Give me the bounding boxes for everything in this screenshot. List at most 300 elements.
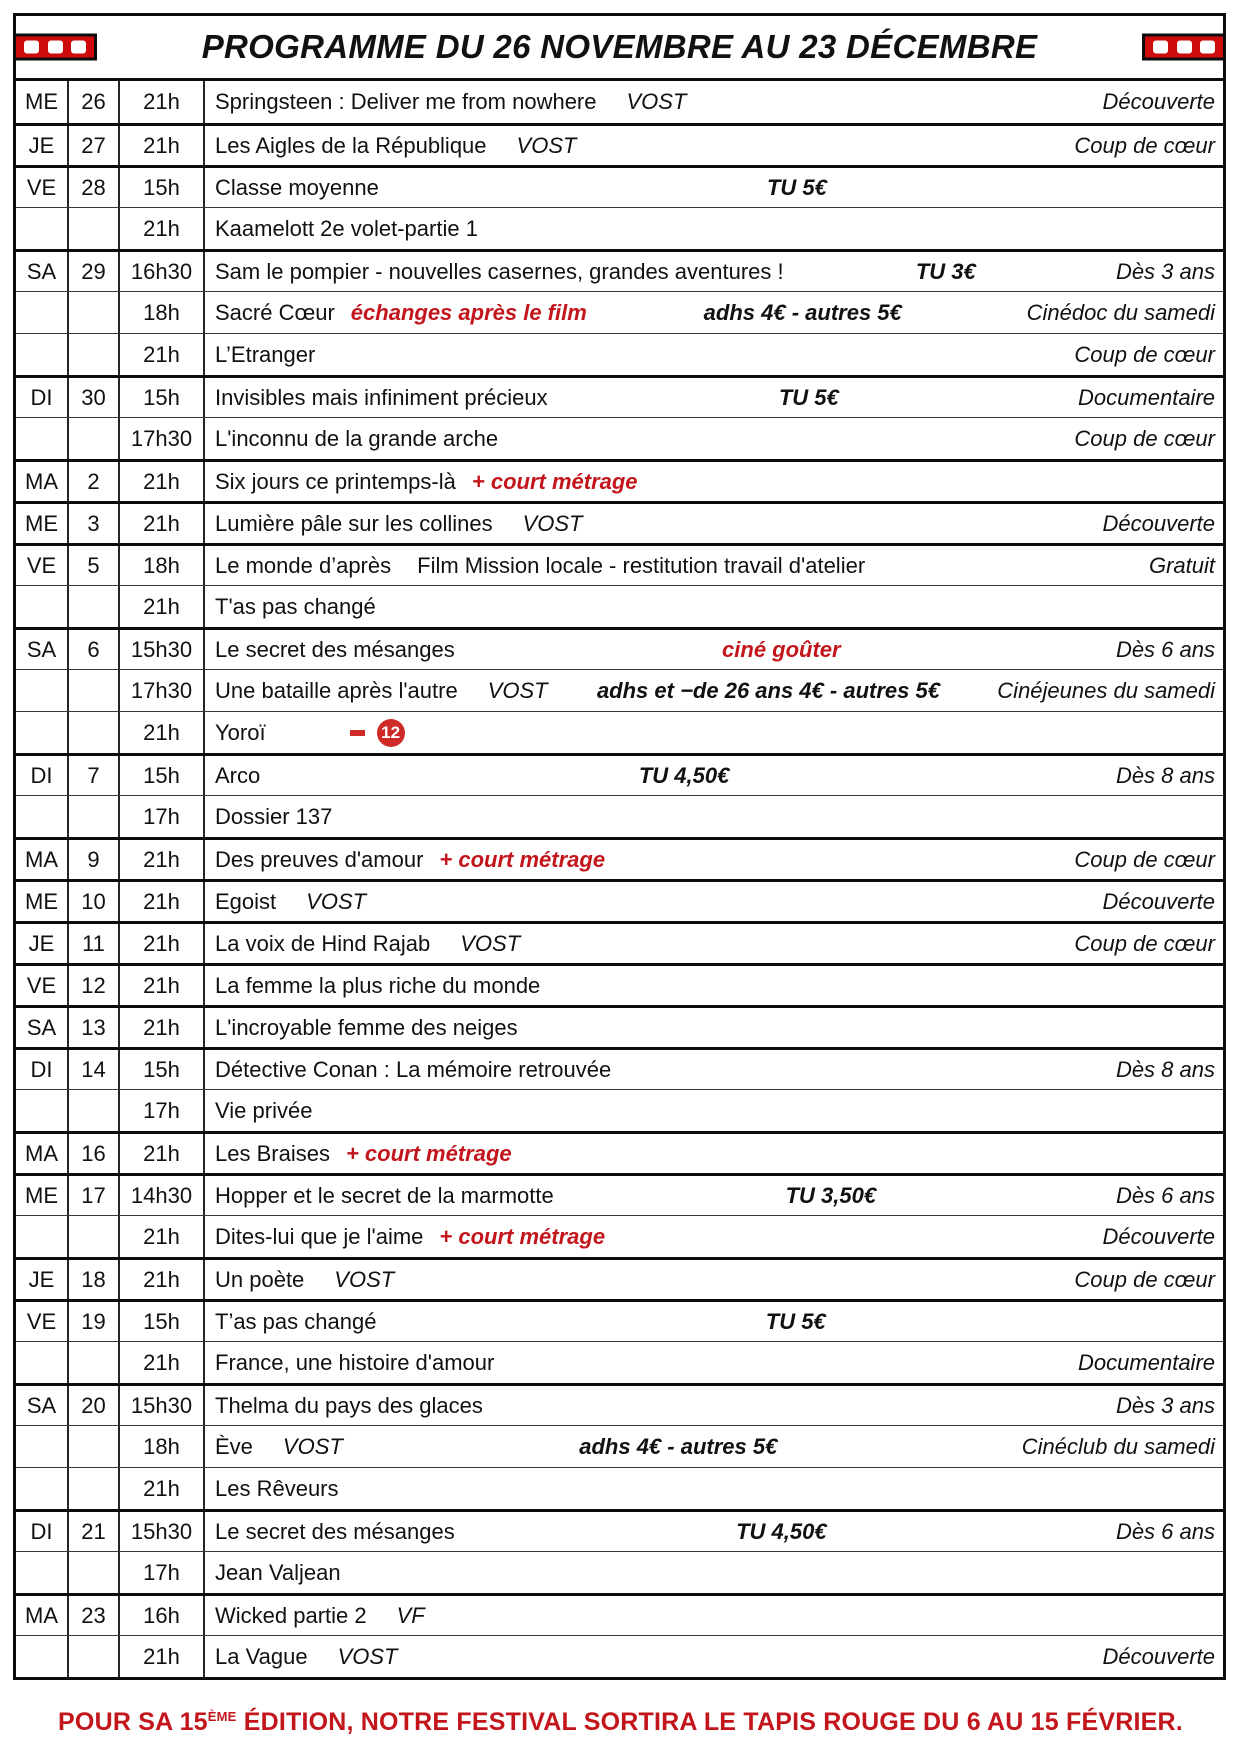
date-cell: 18 <box>69 1260 120 1299</box>
category-label: Coup de cœur <box>1074 425 1215 451</box>
film-strip-icon <box>13 34 97 61</box>
day-cell <box>16 712 69 753</box>
day-cell <box>16 208 69 249</box>
mid-zone <box>379 175 1215 201</box>
film-title: Lumière pâle sur les collines <box>215 510 493 536</box>
language-label: VOST <box>334 1266 395 1292</box>
film-title: Ève <box>215 1433 253 1459</box>
time-cell: 15h <box>120 756 205 795</box>
main-cell <box>205 1302 1223 1341</box>
main-cell <box>205 546 1223 585</box>
age-rating-12-icon: 12 <box>377 719 405 747</box>
film-title: Le secret des mésanges <box>215 636 455 662</box>
date-cell: 17 <box>69 1176 120 1215</box>
day-cell: JE <box>16 126 69 165</box>
film-title: Invisibles mais infiniment précieux <box>215 384 548 410</box>
film-title: Le secret des mésanges <box>215 1518 455 1544</box>
price-label: TU 3€ <box>915 258 976 284</box>
main-cell <box>205 292 1223 333</box>
time-cell: 21h <box>120 1260 205 1299</box>
price-label: adhs et −de 26 ans 4€ - autres 5€ <box>596 677 940 703</box>
day-cell: MA <box>16 1134 69 1173</box>
day-cell <box>16 1636 69 1677</box>
category-label: Découverte <box>1102 888 1215 914</box>
table-row <box>16 1383 1223 1425</box>
mid-zone <box>343 1434 1014 1460</box>
time-cell: 21h <box>120 1468 205 1509</box>
day-cell: DI <box>16 378 69 417</box>
main-cell <box>205 1216 1223 1257</box>
table-row <box>16 1257 1223 1299</box>
main-cell <box>205 1342 1223 1383</box>
main-cell <box>205 1008 1223 1047</box>
red-note-centered: ciné goûter <box>722 636 841 662</box>
category-label: Cinéclub du samedi <box>1021 1433 1215 1459</box>
table-row <box>16 1551 1223 1593</box>
film-title: Une bataille après l'autre <box>215 677 458 703</box>
category-label: Dès 3 ans <box>1115 1392 1215 1418</box>
main-cell <box>205 1552 1223 1593</box>
red-note: + court métrage <box>439 846 606 872</box>
date-cell: 9 <box>69 840 120 879</box>
time-cell: 21h <box>120 334 205 375</box>
film-title: Six jours ce printemps-là <box>215 468 456 494</box>
table-row <box>16 459 1223 501</box>
time-cell: 15h30 <box>120 630 205 669</box>
film-title: L'inconnu de la grande arche <box>215 425 499 451</box>
mid-zone <box>784 259 1108 285</box>
table-row <box>16 669 1223 711</box>
mid-zone <box>548 678 990 704</box>
category-label: Coup de cœur <box>1074 846 1215 872</box>
time-cell: 21h <box>120 840 205 879</box>
table-row <box>16 1299 1223 1341</box>
date-cell <box>69 1636 120 1677</box>
day-cell: VE <box>16 168 69 207</box>
language-label: VOST <box>337 1643 398 1669</box>
day-cell: JE <box>16 924 69 963</box>
category-label: Dès 3 ans <box>1115 258 1215 284</box>
category-label: Documentaire <box>1078 1349 1215 1375</box>
table-row <box>16 1173 1223 1215</box>
main-cell <box>205 712 1223 753</box>
price-label: TU 5€ <box>765 1308 826 1334</box>
table-row <box>16 207 1223 249</box>
time-cell: 15h30 <box>120 1512 205 1551</box>
table-row <box>16 1425 1223 1467</box>
table-row <box>16 291 1223 333</box>
table-row <box>16 711 1223 753</box>
table-row <box>16 585 1223 627</box>
category-label: Découverte <box>1102 1223 1215 1249</box>
table-row <box>16 1215 1223 1257</box>
language-label: VOST <box>626 89 687 114</box>
day-cell <box>16 292 69 333</box>
film-title: Egoist <box>215 888 277 914</box>
day-cell <box>16 418 69 459</box>
date-cell <box>69 1090 120 1131</box>
mid-zone <box>455 637 1108 663</box>
time-cell: 16h30 <box>120 252 205 291</box>
price-label: TU 3,50€ <box>785 1182 877 1208</box>
category-label: Découverte <box>1102 89 1215 114</box>
main-cell <box>205 418 1223 459</box>
main-cell <box>205 504 1223 543</box>
category-label: Gratuit <box>1148 552 1215 578</box>
time-cell: 18h <box>120 292 205 333</box>
category-label: Dès 6 ans <box>1115 1182 1215 1208</box>
film-title: Sam le pompier - nouvelles casernes, grandes aventures ! <box>215 258 784 284</box>
category-label: Coup de cœur <box>1074 341 1215 367</box>
film-title: Le monde d’après <box>215 552 392 578</box>
main-cell <box>205 882 1223 921</box>
day-cell: VE <box>16 546 69 585</box>
day-cell <box>16 1090 69 1131</box>
time-cell: 18h <box>120 1426 205 1467</box>
day-cell: SA <box>16 630 69 669</box>
table-row <box>16 1341 1223 1383</box>
mid-zone <box>548 385 1070 411</box>
time-cell: 15h <box>120 168 205 207</box>
language-label: VOST <box>460 930 521 956</box>
day-cell: ME <box>16 81 69 123</box>
time-cell: 21h <box>120 882 205 921</box>
table-row <box>16 1635 1223 1677</box>
main-cell <box>205 966 1223 1005</box>
date-cell <box>69 670 120 711</box>
main-cell <box>205 168 1223 207</box>
time-cell: 15h30 <box>120 1386 205 1425</box>
date-cell <box>69 1426 120 1467</box>
footer-part2: ÉDITION, NOTRE FESTIVAL SORTIRA LE TAPIS ROUGE DU 6 AU 15 FÉVRIER. <box>236 1708 1183 1736</box>
category-label: Cinédoc du samedi <box>1026 299 1215 325</box>
time-cell: 17h <box>120 1552 205 1593</box>
day-cell: DI <box>16 1050 69 1089</box>
time-cell: 21h <box>120 208 205 249</box>
program-box <box>13 13 1226 1680</box>
main-cell <box>205 1176 1223 1215</box>
day-cell <box>16 670 69 711</box>
film-title: Des preuves d'amour <box>215 846 424 872</box>
mid-zone <box>260 763 1108 789</box>
table-row <box>16 333 1223 375</box>
time-cell: 21h <box>120 462 205 501</box>
film-title: T’as pas changé <box>215 1308 377 1334</box>
main-cell <box>205 1596 1223 1635</box>
table-row <box>16 165 1223 207</box>
date-cell: 29 <box>69 252 120 291</box>
date-cell <box>69 1342 120 1383</box>
day-cell: VE <box>16 966 69 1005</box>
category-label: Coup de cœur <box>1074 132 1215 158</box>
film-title: Dossier 137 <box>215 803 333 829</box>
table-row <box>16 249 1223 291</box>
day-cell: VE <box>16 1302 69 1341</box>
main-cell <box>205 586 1223 627</box>
film-title: Dites-lui que je l'aime <box>215 1223 424 1249</box>
category-label: Dès 8 ans <box>1115 762 1215 788</box>
date-cell: 7 <box>69 756 120 795</box>
film-title: Un poète <box>215 1266 305 1292</box>
main-cell <box>205 126 1223 165</box>
table-row <box>16 1005 1223 1047</box>
time-cell: 17h <box>120 796 205 837</box>
red-note: + court métrage <box>439 1223 606 1249</box>
main-cell <box>205 1426 1223 1467</box>
price-label: TU 5€ <box>778 384 839 410</box>
table-row <box>16 543 1223 585</box>
day-cell: DI <box>16 756 69 795</box>
red-note: + court métrage <box>345 1140 512 1166</box>
footer-part1: POUR SA 15 <box>58 1708 208 1736</box>
mid-zone <box>455 1519 1108 1545</box>
day-cell: ME <box>16 1176 69 1215</box>
footer-superscript: ÈME <box>207 1709 237 1724</box>
time-cell: 21h <box>120 712 205 753</box>
red-note: + court métrage <box>471 468 638 494</box>
date-cell <box>69 712 120 753</box>
main-cell <box>205 334 1223 375</box>
table-row <box>16 375 1223 417</box>
time-cell: 15h <box>120 1302 205 1341</box>
main-cell <box>205 756 1223 795</box>
table-row <box>16 963 1223 1005</box>
film-strip-icon <box>1142 34 1226 61</box>
main-cell <box>205 1134 1223 1173</box>
film-title: La Vague <box>215 1643 308 1669</box>
time-cell: 21h <box>120 586 205 627</box>
day-cell <box>16 1342 69 1383</box>
main-cell <box>205 1512 1223 1551</box>
language-label: VOST <box>306 888 367 914</box>
category-label: Cinéjeunes du samedi <box>997 677 1215 703</box>
time-cell: 16h <box>120 1596 205 1635</box>
film-title: Hopper et le secret de la marmotte <box>215 1182 554 1208</box>
time-cell: 15h <box>120 1050 205 1089</box>
language-label: VOST <box>487 677 548 703</box>
table-row <box>16 1467 1223 1509</box>
film-title: Classe moyenne <box>215 174 379 200</box>
day-cell: DI <box>16 1512 69 1551</box>
table-row <box>16 795 1223 837</box>
time-cell: 17h30 <box>120 418 205 459</box>
table-row <box>16 1509 1223 1551</box>
date-cell <box>69 208 120 249</box>
film-title: Vie privée <box>215 1097 313 1123</box>
film-title: La femme la plus riche du monde <box>215 972 541 998</box>
day-cell: SA <box>16 1386 69 1425</box>
date-cell <box>69 292 120 333</box>
date-cell: 13 <box>69 1008 120 1047</box>
main-cell <box>205 796 1223 837</box>
price-label: adhs 4€ - autres 5€ <box>703 299 902 325</box>
header <box>16 16 1223 81</box>
price-label: TU 4,50€ <box>638 762 730 788</box>
date-cell: 10 <box>69 882 120 921</box>
main-cell <box>205 252 1223 291</box>
mid-zone <box>587 300 1019 326</box>
main-cell <box>205 208 1223 249</box>
main-cell <box>205 81 1223 123</box>
table-row <box>16 879 1223 921</box>
red-note: échanges après le film <box>350 299 587 325</box>
film-title: France, une histoire d'amour <box>215 1349 495 1375</box>
date-cell: 20 <box>69 1386 120 1425</box>
date-cell <box>69 334 120 375</box>
extra-label: Film Mission locale - restitution travail d'atelier <box>417 552 866 578</box>
table-row <box>16 1089 1223 1131</box>
time-cell: 21h <box>120 81 205 123</box>
category-label: Coup de cœur <box>1074 1266 1215 1292</box>
film-title: Springsteen : Deliver me from nowhere <box>215 89 597 114</box>
time-cell: 17h <box>120 1090 205 1131</box>
main-cell <box>205 924 1223 963</box>
category-label: Découverte <box>1102 1643 1215 1669</box>
language-label: VF <box>396 1602 425 1628</box>
page-title: PROGRAMME DU 26 NOVEMBRE AU 23 DÉCEMBRE <box>201 28 1038 65</box>
mid-zone <box>554 1183 1108 1209</box>
time-cell: 17h30 <box>120 670 205 711</box>
table-row <box>16 921 1223 963</box>
price-label: adhs 4€ - autres 5€ <box>579 1433 778 1459</box>
day-cell: MA <box>16 1596 69 1635</box>
film-title: Les Braises <box>215 1140 330 1166</box>
time-cell: 15h <box>120 378 205 417</box>
price-label: TU 4,50€ <box>736 1518 827 1544</box>
date-cell: 14 <box>69 1050 120 1089</box>
category-label: Documentaire <box>1078 384 1215 410</box>
time-cell: 14h30 <box>120 1176 205 1215</box>
time-cell: 21h <box>120 924 205 963</box>
category-label: Dès 8 ans <box>1115 1056 1215 1082</box>
day-cell: ME <box>16 504 69 543</box>
day-cell: MA <box>16 462 69 501</box>
film-title: Yoroï <box>215 719 266 745</box>
film-title: Wicked partie 2 <box>215 1602 367 1628</box>
table-row <box>16 501 1223 543</box>
day-cell: MA <box>16 840 69 879</box>
date-cell: 28 <box>69 168 120 207</box>
time-cell: 21h <box>120 1008 205 1047</box>
main-cell <box>205 1468 1223 1509</box>
day-cell <box>16 1426 69 1467</box>
film-title: L'incroyable femme des neiges <box>215 1014 518 1040</box>
film-title: T'as pas changé <box>215 593 376 619</box>
film-title: Détective Conan : La mémoire retrouvée <box>215 1056 612 1082</box>
day-cell: JE <box>16 1260 69 1299</box>
time-cell: 21h <box>120 126 205 165</box>
film-title: Jean Valjean <box>215 1559 341 1585</box>
price-label: TU 5€ <box>766 174 827 200</box>
table-row <box>16 1047 1223 1089</box>
day-cell: SA <box>16 1008 69 1047</box>
date-cell: 30 <box>69 378 120 417</box>
date-cell: 12 <box>69 966 120 1005</box>
date-cell: 23 <box>69 1596 120 1635</box>
table-row <box>16 1131 1223 1173</box>
film-title: Les Aigles de la République <box>215 132 487 158</box>
table-row <box>16 627 1223 669</box>
day-cell <box>16 1552 69 1593</box>
film-title: Les Rêveurs <box>215 1475 339 1501</box>
table-row <box>16 1593 1223 1635</box>
film-title: L’Etranger <box>215 341 316 367</box>
category-label: Découverte <box>1102 510 1215 536</box>
age-badge <box>350 719 405 747</box>
main-cell <box>205 1636 1223 1677</box>
time-cell: 21h <box>120 1216 205 1257</box>
program-table <box>16 81 1223 1677</box>
film-title: Arco <box>215 762 261 788</box>
date-cell <box>69 418 120 459</box>
date-cell: 16 <box>69 1134 120 1173</box>
language-label: VOST <box>282 1433 343 1459</box>
language-label: VOST <box>516 132 577 158</box>
film-title: Kaamelott 2e volet-partie 1 <box>215 215 478 241</box>
date-cell: 19 <box>69 1302 120 1341</box>
date-cell: 3 <box>69 504 120 543</box>
date-cell: 5 <box>69 546 120 585</box>
time-cell: 21h <box>120 1636 205 1677</box>
day-cell <box>16 586 69 627</box>
footer-note <box>0 1708 1241 1737</box>
main-cell <box>205 670 1223 711</box>
time-cell: 18h <box>120 546 205 585</box>
date-cell: 27 <box>69 126 120 165</box>
time-cell: 21h <box>120 1134 205 1173</box>
day-cell <box>16 1468 69 1509</box>
date-cell <box>69 1468 120 1509</box>
film-title: Thelma du pays des glaces <box>215 1392 483 1418</box>
main-cell <box>205 1050 1223 1089</box>
day-cell <box>16 1216 69 1257</box>
day-cell <box>16 796 69 837</box>
time-cell: 21h <box>120 504 205 543</box>
day-cell <box>16 334 69 375</box>
date-cell: 21 <box>69 1512 120 1551</box>
mid-zone <box>376 1309 1215 1335</box>
table-row <box>16 837 1223 879</box>
time-cell: 21h <box>120 966 205 1005</box>
main-cell <box>205 630 1223 669</box>
main-cell <box>205 378 1223 417</box>
main-cell <box>205 840 1223 879</box>
date-cell <box>69 1216 120 1257</box>
table-row <box>16 417 1223 459</box>
category-label: Coup de cœur <box>1074 930 1215 956</box>
main-cell <box>205 1260 1223 1299</box>
date-cell: 26 <box>69 81 120 123</box>
main-cell <box>205 1090 1223 1131</box>
time-cell: 21h <box>120 1342 205 1383</box>
date-cell: 11 <box>69 924 120 963</box>
main-cell <box>205 1386 1223 1425</box>
category-label: Dès 6 ans <box>1115 636 1215 662</box>
day-cell: ME <box>16 882 69 921</box>
film-title: Sacré Cœur <box>215 299 335 325</box>
table-row <box>16 123 1223 165</box>
language-label: VOST <box>522 510 583 536</box>
table-row <box>16 81 1223 123</box>
date-cell: 2 <box>69 462 120 501</box>
date-cell: 6 <box>69 630 120 669</box>
date-cell <box>69 796 120 837</box>
date-cell <box>69 1552 120 1593</box>
day-cell: SA <box>16 252 69 291</box>
category-label: Dès 6 ans <box>1115 1518 1215 1544</box>
main-cell <box>205 462 1223 501</box>
table-row <box>16 753 1223 795</box>
